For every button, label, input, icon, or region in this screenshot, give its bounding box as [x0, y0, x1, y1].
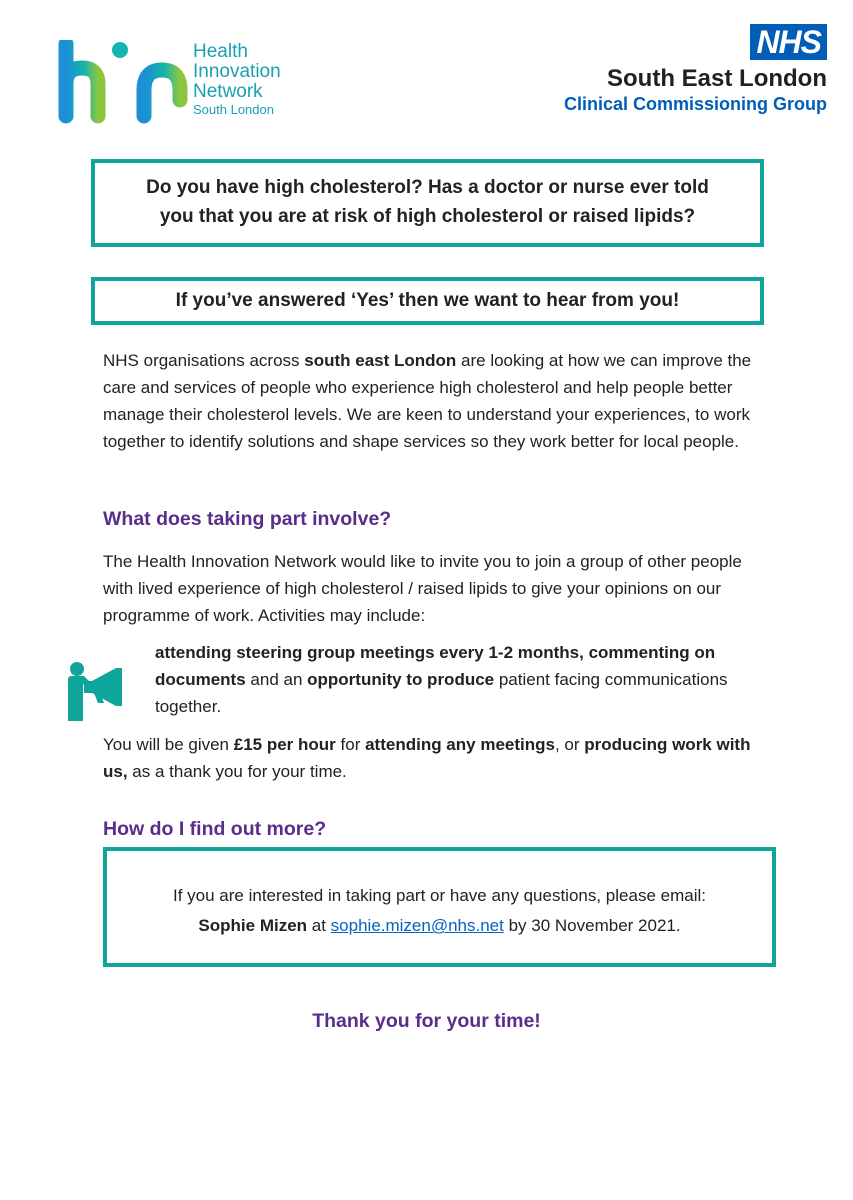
- contact-deadline: by 30 November 2021.: [503, 916, 681, 935]
- question-line-1: Do you have high cholesterol? Has a doctor or nurse ever told: [146, 177, 709, 198]
- contact-name: Sophie Mizen: [198, 916, 308, 935]
- payment-bold-2: attending any meetings: [365, 735, 555, 754]
- payment-paragraph: [103, 731, 763, 785]
- activities-text-1: and an: [245, 670, 308, 689]
- activities-bold-2: opportunity to produce: [307, 670, 495, 689]
- hin-logo-text: [193, 42, 281, 118]
- email-link[interactable]: sophie.mizen@nhs.net: [330, 916, 504, 935]
- payment-text-1: You will be given: [103, 735, 234, 754]
- hin-logo-line4: South London: [193, 102, 274, 117]
- contact-box: [103, 847, 776, 967]
- contact-at: at: [307, 916, 331, 935]
- payment-text-3: , or: [554, 735, 585, 754]
- intro-text-1: NHS organisations across: [103, 351, 305, 370]
- megaphone-person-icon: [64, 659, 128, 723]
- question-line-2: you that you are at risk of high cholesterol or raised lipids?: [159, 206, 696, 227]
- nhs-group-name: Clinical Commissioning Group: [563, 94, 827, 114]
- nhs-logo: [557, 24, 827, 115]
- nhs-badge: NHS: [750, 24, 827, 60]
- payment-text-4: as a thank you for your time.: [127, 762, 347, 781]
- nhs-org-name: South East London: [607, 65, 827, 92]
- activities-bold-1: attending steering group meetings every 1-2 months, commenting on documents: [155, 643, 716, 689]
- activities-text-2: patient facing communications together.: [155, 670, 728, 716]
- activities-paragraph: [155, 639, 755, 720]
- intro-bold-1: south east London: [304, 351, 457, 370]
- payment-bold-3: producing work with us,: [103, 735, 751, 781]
- hin-logo-line2: Innovation: [193, 61, 281, 82]
- intro-paragraph: [103, 347, 763, 455]
- more-heading: How do I find out more?: [103, 818, 327, 840]
- payment-bold-1: £15 per hour: [233, 735, 336, 754]
- contact-line-1: If you are interested in taking part or have any questions, please email:: [173, 886, 706, 905]
- involve-heading: What does taking part involve?: [103, 508, 392, 530]
- thank-you-text: Thank you for your time!: [312, 1010, 541, 1032]
- contact-line-2: [107, 911, 772, 941]
- question-box: [91, 159, 764, 247]
- involve-paragraph: The Health Innovation Network would like to invite you to join a group of other people with lived experience of high cholesterol / raised lipids to give your opinions on our programme of work. Activities may include:: [103, 552, 742, 625]
- hin-logo-line3: Network: [193, 81, 263, 102]
- hin-logo: [54, 40, 314, 124]
- hin-letters-logo-icon: [54, 40, 190, 124]
- yes-box-text: If you’ve answered ‘Yes’ then we want to hear from you!: [175, 290, 680, 311]
- hin-logo-line1: Health: [193, 41, 248, 62]
- payment-text-2: for: [335, 735, 366, 754]
- intro-text-2: are looking at how we can improve the care and services of people who experience high cholesterol and help people better manage their cholesterol levels. We are keen to understand your experiences, to work together to identify solutions and shape services so they work better for local people.: [103, 351, 752, 451]
- yes-box: [91, 277, 764, 325]
